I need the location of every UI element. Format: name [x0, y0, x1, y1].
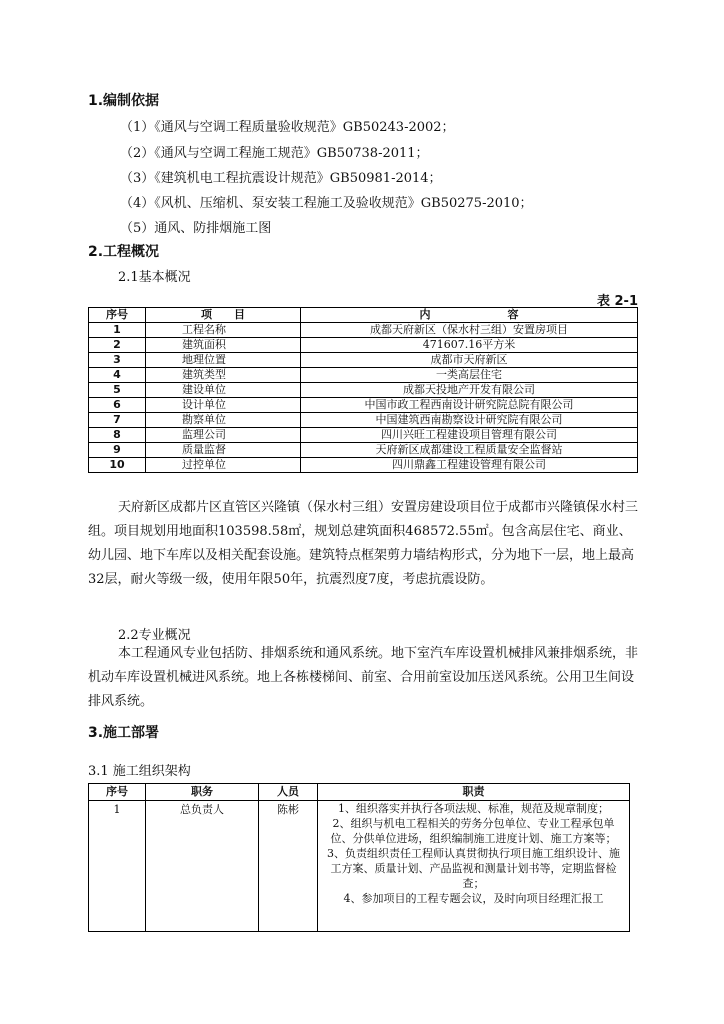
- header-position: 职务: [146, 784, 259, 801]
- header-no: 序号: [89, 308, 146, 323]
- row-item: 工程名称: [146, 323, 301, 338]
- row-no: 5: [89, 383, 146, 398]
- row-content: 成都天投地产开发有限公司: [301, 383, 638, 398]
- subsection-title-basic: 2.1基本概况: [118, 270, 191, 285]
- row-no: 1: [89, 323, 146, 338]
- table-row: [89, 428, 638, 443]
- section-title-deployment: 3.施工部署: [88, 725, 160, 741]
- row-no: 3: [89, 353, 146, 368]
- table-row: [89, 383, 638, 398]
- row-item: 设计单位: [146, 398, 301, 413]
- duty-item: 1、组织落实并执行各项法规、标准，规范及规章制度；: [338, 802, 609, 815]
- row-no: 2: [89, 338, 146, 353]
- row-item: 质量监督: [146, 443, 301, 458]
- row-content: 成都天府新区（保水村三组）安置房项目: [301, 323, 638, 338]
- header-person: 人员: [259, 784, 318, 801]
- section-title-overview: 2.工程概况: [88, 244, 160, 260]
- row-content: 四川兴旺工程建设项目管理有限公司: [301, 428, 638, 443]
- professional-description: 本工程通风专业包括防、排烟系统和通风系统。地下室汽车库设置机械排风兼排烟系统，非机动车库设置机械进风系统。地上各栋楼梯间、前室、合用前室设加压送风系统。公用卫生间设排风系统。: [88, 646, 639, 709]
- duty-item: 3、负责组织责任工程师认真贯彻执行项目施工组织设计、施工方案、质量计划、产品监视和测量计划书等，定期监督检查；: [327, 847, 620, 890]
- reference-item: （2）《通风与空调工程施工规范》GB50738-2011；: [120, 146, 429, 161]
- row-no: 10: [89, 458, 146, 473]
- table-header-row: [89, 784, 630, 801]
- duty-item: 4、参加项目的工程专题会议，及时向项目经理汇报工: [343, 892, 604, 905]
- row-item: 监理公司: [146, 428, 301, 443]
- table-row: [89, 458, 638, 473]
- subsection-title-professional: 2.2专业概况: [118, 628, 191, 643]
- reference-item: （1）《通风与空调工程质量验收规范》GB50243-2002；: [120, 120, 455, 135]
- reference-item: （3）《建筑机电工程抗震设计规范》GB50981-2014；: [120, 171, 442, 186]
- row-item: 地理位置: [146, 353, 301, 368]
- row-no: 6: [89, 398, 146, 413]
- table-row: [89, 801, 630, 932]
- table-header-row: [89, 308, 638, 323]
- table-row: [89, 368, 638, 383]
- row-item: 勘察单位: [146, 413, 301, 428]
- reference-item: （4）《风机、压缩机、泵安装工程施工及验收规范》GB50275-2010；: [120, 196, 533, 211]
- table-number: 表 2-1: [596, 294, 638, 309]
- row-no: 1: [89, 801, 146, 932]
- header-no: 序号: [89, 784, 146, 801]
- table-row: [89, 413, 638, 428]
- organization-table: [88, 783, 630, 932]
- header-content: 内 容: [301, 308, 638, 323]
- table-row: [89, 323, 638, 338]
- table-row: [89, 443, 638, 458]
- row-duties: [318, 801, 630, 932]
- reference-item: （5）通风、防排烟施工图: [120, 221, 272, 236]
- row-no: 9: [89, 443, 146, 458]
- table-row: [89, 338, 638, 353]
- table-row: [89, 353, 638, 368]
- row-content: 471607.16平方米: [301, 338, 638, 353]
- row-no: 7: [89, 413, 146, 428]
- row-content: 天府新区成都建设工程质量安全监督站: [301, 443, 638, 458]
- header-item: 项 目: [146, 308, 301, 323]
- row-content: 中国市政工程西南设计研究院总院有限公司: [301, 398, 638, 413]
- row-item: 建设单位: [146, 383, 301, 398]
- row-position: 总负责人: [146, 801, 259, 932]
- row-item: 建筑类型: [146, 368, 301, 383]
- project-description: 天府新区成都片区直管区兴隆镇（保水村三组）安置房建设项目位于成都市兴隆镇保水村三组。项目规划用地面积103598.58㎡，规划总建筑面积468572.55㎡。包含高层住宅、商业、幼儿园、地下车库以及相关配套设施。建筑特点框架剪力墙结构形式，分为地下一层，地上最高32层，耐火等级一级，使用年限50年，抗震烈度7度，考虑抗震设防。: [88, 500, 639, 587]
- row-item: 建筑面积: [146, 338, 301, 353]
- section-title-basis: 1.编制依据: [88, 93, 160, 109]
- row-no: 8: [89, 428, 146, 443]
- duties-list: [322, 801, 625, 931]
- subsection-title-organization: 3.1 施工组织架构: [88, 764, 191, 779]
- row-content: 四川鼎鑫工程建设管理有限公司: [301, 458, 638, 473]
- header-duties: 职责: [318, 784, 630, 801]
- row-content: 一类高层住宅: [301, 368, 638, 383]
- row-no: 4: [89, 368, 146, 383]
- table-row: [89, 398, 638, 413]
- row-item: 过控单位: [146, 458, 301, 473]
- row-content: 成都市天府新区: [301, 353, 638, 368]
- overview-table: [88, 307, 638, 473]
- duty-item: 2、组织与机电工程相关的劳务分包单位、专业工程承包单位、分供单位进场，组织编制施工进度计划、施工方案等；: [330, 817, 617, 845]
- row-content: 中国建筑西南勘察设计研究院有限公司: [301, 413, 638, 428]
- row-person: 陈彬: [259, 801, 318, 932]
